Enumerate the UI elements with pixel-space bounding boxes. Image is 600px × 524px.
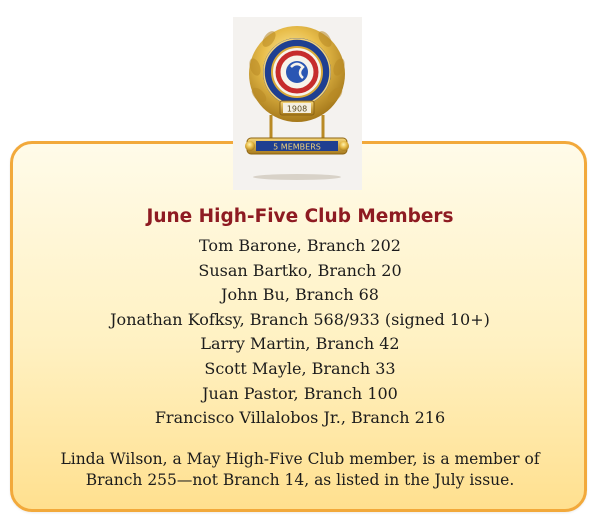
list-item: Scott Mayle, Branch 33 bbox=[204, 358, 396, 378]
list-item: Susan Bartko, Branch 20 bbox=[198, 260, 402, 280]
list-item: Juan Pastor, Branch 100 bbox=[202, 383, 398, 403]
membership-pin-icon bbox=[233, 17, 362, 190]
correction-note: Linda Wilson, a May High-Five Club member, is a member of Branch 255—not Branch 14, as listed in the July issue. bbox=[60, 450, 540, 489]
list-item: John Bu, Branch 68 bbox=[221, 285, 379, 305]
pin-bar-text: 5 MEMBERS bbox=[273, 142, 321, 152]
pin-year: 1908 bbox=[286, 104, 308, 114]
member-list bbox=[0, 234, 600, 431]
pin-photo bbox=[233, 17, 362, 190]
list-item: Larry Martin, Branch 42 bbox=[200, 334, 400, 354]
list-item: Tom Barone, Branch 202 bbox=[199, 236, 401, 255]
section-title: June High-Five Club Members bbox=[146, 206, 454, 227]
list-item: Francisco Villalobos Jr., Branch 216 bbox=[154, 408, 446, 428]
list-item: Jonathan Kofksy, Branch 568/933 (signed 10+) bbox=[110, 309, 490, 329]
